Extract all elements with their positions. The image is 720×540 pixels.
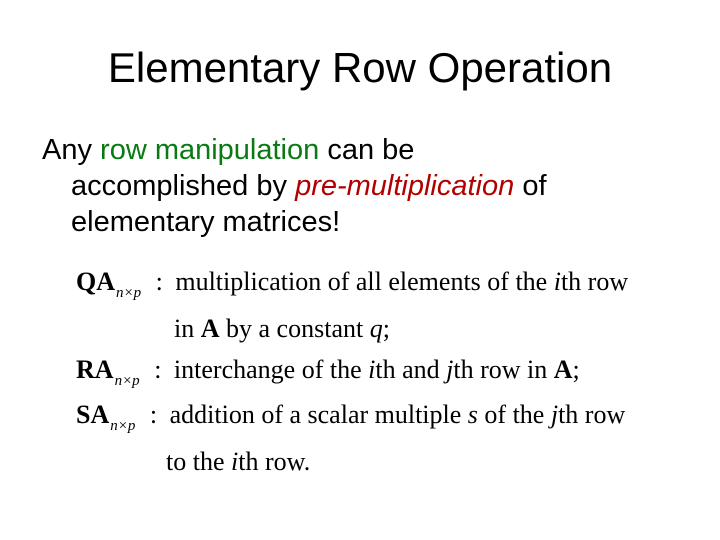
operation-q-line-1: [76, 266, 628, 302]
operation-s-line-2: [166, 446, 310, 478]
operation-symbol: SA: [76, 400, 110, 429]
slide-title: Elementary Row Operation: [107, 44, 613, 91]
math-var: i: [368, 355, 376, 384]
operation-q-line-2: [174, 313, 390, 345]
math-text: addition of a scalar multiple: [169, 400, 468, 429]
operation-r-line: [76, 354, 580, 390]
pre-multiplication-highlight: pre-multiplication: [295, 170, 515, 202]
row-manipulation-highlight: row manipulation: [100, 134, 320, 166]
math-var: i: [231, 447, 239, 476]
math-text: ;: [382, 314, 390, 343]
intro-text: Any: [42, 134, 101, 166]
math-bold: A: [200, 314, 220, 343]
math-var: q: [369, 314, 383, 343]
math-text: multiplication of all elements of the: [175, 267, 554, 296]
operation-colon: :: [154, 355, 162, 384]
operation-symbol: QA: [76, 267, 115, 296]
math-text: th and: [375, 355, 447, 384]
intro-text: of: [514, 170, 547, 202]
operation-symbol: RA: [76, 355, 114, 384]
math-var: j: [550, 400, 559, 429]
intro-line-2: [42, 168, 702, 204]
math-text: in: [174, 314, 201, 343]
intro-text: can be: [319, 134, 415, 166]
math-text: to the: [166, 447, 231, 476]
operation-q-desc: [175, 267, 628, 296]
math-text: ;: [572, 355, 580, 384]
operation-r-desc: [174, 355, 580, 384]
operation-subscript: n×p: [114, 373, 140, 389]
math-text: th row: [560, 267, 629, 296]
math-text: of the: [477, 400, 551, 429]
math-text: th row in: [453, 355, 554, 384]
operation-subscript: n×p: [116, 285, 142, 301]
math-text: th row: [558, 400, 626, 429]
math-var: i: [553, 267, 561, 296]
math-text: th row.: [238, 447, 311, 476]
intro-line-3: elementary matrices!: [71, 206, 341, 238]
operation-s-line-1: [76, 399, 625, 435]
math-bold: A: [553, 355, 573, 384]
intro-paragraph: [42, 132, 702, 240]
operation-subscript: n×p: [110, 418, 136, 434]
operation-colon: :: [149, 400, 158, 429]
operation-colon: :: [155, 267, 163, 296]
intro-text: accomplished by: [71, 170, 296, 202]
math-var: s: [467, 400, 478, 429]
math-text: interchange of the: [173, 355, 369, 384]
intro-line-1: [42, 132, 702, 168]
math-var: j: [446, 355, 454, 384]
operation-s-desc: [170, 400, 626, 429]
math-text: by a constant: [219, 314, 370, 343]
